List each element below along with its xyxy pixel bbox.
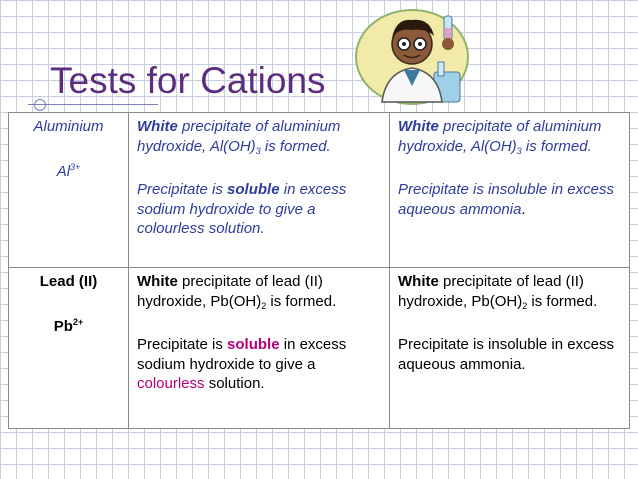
formula bbox=[210, 293, 266, 310]
excess-text: solution. bbox=[208, 375, 265, 392]
observation-text: is formed. bbox=[531, 292, 598, 310]
cation-symbol: Al bbox=[56, 162, 71, 180]
solubility-word: soluble bbox=[227, 181, 280, 198]
formula bbox=[471, 138, 522, 155]
formula-subscript: 3 bbox=[255, 145, 261, 156]
cation-charge: 3+ bbox=[70, 161, 81, 172]
observation-text: precipitate of lead (II) hydroxide, bbox=[137, 273, 323, 310]
excess-text: Precipitate is bbox=[137, 336, 223, 353]
observation-text: precipitate of lead (II) hydroxide, bbox=[398, 273, 584, 310]
colour-word: White bbox=[398, 118, 439, 135]
excess-paragraph bbox=[398, 335, 621, 374]
cation-name: Aluminium bbox=[33, 118, 104, 135]
observation-paragraph bbox=[398, 117, 621, 161]
formula bbox=[210, 138, 261, 155]
cation-ion bbox=[17, 158, 120, 182]
cation-cell bbox=[9, 113, 129, 268]
colour-word: White bbox=[398, 273, 439, 290]
cation-ion bbox=[17, 313, 120, 337]
formula-subscript: 3 bbox=[516, 145, 522, 156]
title-bullet-ring bbox=[34, 99, 46, 111]
formula-text: Pb(OH) bbox=[210, 292, 262, 310]
formula-subscript: 2 bbox=[522, 300, 528, 311]
table-row bbox=[9, 268, 630, 429]
formula-subscript: 2 bbox=[261, 300, 267, 311]
cation-name: Lead (II) bbox=[39, 273, 98, 290]
excess-text: Precipitate is insoluble in excess aqueous ammonia. bbox=[398, 336, 614, 373]
cation-symbol: Pb bbox=[53, 317, 73, 335]
excess-text: in excess sodium hydroxide to give a colourless solution. bbox=[137, 181, 347, 237]
observation-text: precipitate of aluminium hydroxide, bbox=[398, 118, 602, 155]
colour-word: colourless bbox=[137, 375, 205, 392]
table-row bbox=[9, 113, 630, 268]
observation-paragraph bbox=[137, 272, 381, 316]
title-underline bbox=[28, 104, 158, 105]
ammonia-observation-cell bbox=[390, 113, 630, 268]
cation-charge: 2+ bbox=[72, 316, 84, 327]
excess-text: Precipitate is insoluble in excess aqueous ammonia bbox=[398, 181, 614, 218]
excess-text: Precipitate is bbox=[137, 181, 223, 198]
page-title: Tests for Cations bbox=[50, 60, 326, 101]
excess-paragraph bbox=[137, 180, 381, 239]
excess-paragraph bbox=[398, 180, 621, 219]
formula-text: Pb(OH) bbox=[471, 292, 523, 310]
formula bbox=[471, 293, 527, 310]
observation-text: is formed. bbox=[264, 137, 331, 155]
formula-text: Al(OH) bbox=[209, 137, 256, 155]
formula-text: Al(OH) bbox=[470, 137, 517, 155]
naoh-observation-cell bbox=[129, 268, 390, 429]
solubility-word: soluble bbox=[227, 336, 280, 353]
excess-text: in excess sodium hydroxide to give a bbox=[137, 336, 347, 373]
observation-text: is formed. bbox=[270, 292, 337, 310]
observation-text: precipitate of aluminium hydroxide, bbox=[137, 118, 341, 155]
cation-cell bbox=[9, 268, 129, 429]
observation-text: is formed. bbox=[525, 137, 592, 155]
observation-paragraph bbox=[137, 117, 381, 161]
naoh-observation-cell bbox=[129, 113, 390, 268]
period: . bbox=[521, 200, 526, 218]
colour-word: White bbox=[137, 118, 178, 135]
ammonia-observation-cell bbox=[390, 268, 630, 429]
cation-tests-table bbox=[8, 112, 630, 429]
colour-word: White bbox=[137, 273, 178, 290]
excess-paragraph bbox=[137, 335, 381, 394]
observation-paragraph bbox=[398, 272, 621, 316]
scientist-clipart-icon bbox=[352, 2, 472, 106]
